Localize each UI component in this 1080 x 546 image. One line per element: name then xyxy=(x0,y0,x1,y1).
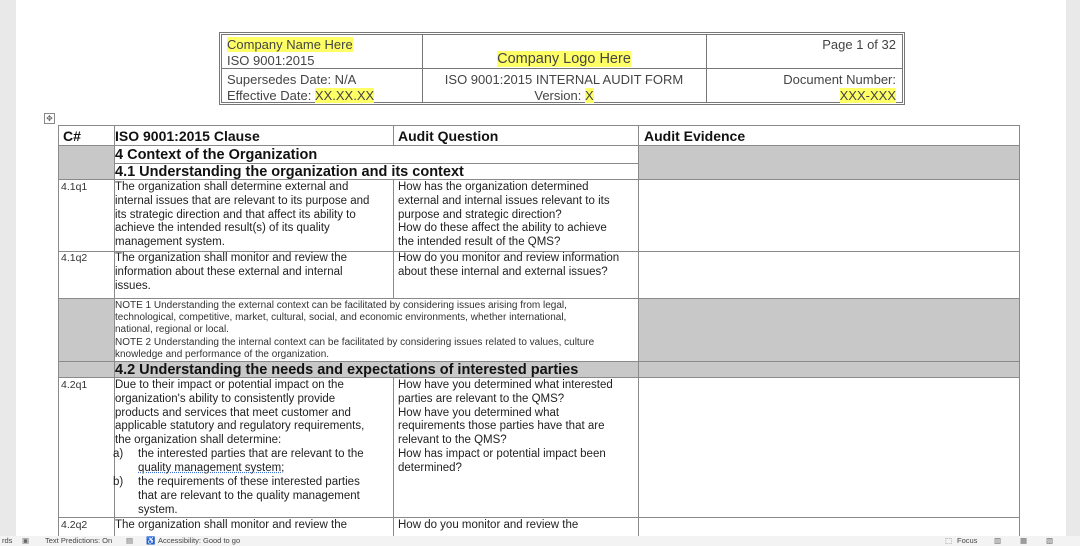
effective-date-label: Effective Date: xyxy=(227,88,315,103)
col-header-question: Audit Question xyxy=(398,128,499,144)
shade-note-id xyxy=(58,298,114,361)
document-page[interactable] xyxy=(16,0,1066,536)
company-name-cell xyxy=(227,37,353,69)
company-logo-placeholder: Company Logo Here xyxy=(497,51,631,67)
version-value: X xyxy=(584,88,594,103)
section-42-heading: 4.2 Understanding the needs and expectations of interested parties xyxy=(115,362,579,378)
form-title-cell xyxy=(422,72,706,104)
row-id: 4.1q2 xyxy=(61,252,88,264)
proofing-icon[interactable]: ▣ xyxy=(22,536,30,545)
accessibility-icon: ♿ xyxy=(146,536,156,545)
logo-cell xyxy=(422,51,706,67)
row-4-2q2-question: How do you monitor and review the xyxy=(398,519,579,531)
row-4-2q1-evidence-cell[interactable] xyxy=(639,378,1019,517)
macro-icon[interactable]: ▤ xyxy=(126,536,134,545)
shade-section4-id xyxy=(58,145,114,179)
row-4-1q2-clause: The organization shall monitor and review the information about these external and internal issues. xyxy=(115,252,348,292)
focus-icon: ⬚ xyxy=(945,536,953,545)
shade-section4-evidence xyxy=(638,145,1019,179)
row-4-2q1-question: How have you determined what interested parties are relevant to the QMS? How have you determined what requirements those parties have that are relevant to the QMS? How has impact or potential impact been determined? xyxy=(398,379,613,474)
row-4-1q2-evidence-cell[interactable] xyxy=(639,252,1019,298)
row-id: 4.1q1 xyxy=(61,181,88,193)
form-title: ISO 9001:2015 INTERNAL AUDIT FORM xyxy=(444,72,684,87)
document-number-value: XXX-XXX xyxy=(839,88,896,103)
row-id: 4.2q1 xyxy=(61,379,88,391)
page-margin-right xyxy=(1066,0,1080,536)
col-header-id: C# xyxy=(63,128,81,144)
standard-label: ISO 9001:2015 xyxy=(227,53,315,68)
context-notes: NOTE 1 Understanding the external context can be facilitated by considering issues arising from legal, technological, competitive, market, cultural, social, and economic environments, whether international, national, regional or local. NOTE 2 Understanding the internal context can be facilitated by considering issues related to values, culture knowledge and performance of the organization. xyxy=(115,300,595,360)
col-header-evidence: Audit Evidence xyxy=(644,128,746,144)
row-4-1q1-question: How has the organization determined external and internal issues relevant to its purpose and strategic direction? How do these affect the ability to achieve the intended result of the QMS? xyxy=(398,181,610,249)
section-4-heading: 4 Context of the Organization xyxy=(115,147,318,163)
text-predictions[interactable]: Text Predictions: On xyxy=(45,536,113,545)
row-4-2q1-clause: Due to their impact or potential impact on the organization's ability to consistently provide products and services that meet customer and applicable statutory and regulatory requirements, the organization shall determine: xyxy=(115,379,365,447)
row-id: 4.2q2 xyxy=(61,519,88,531)
company-name: Company Name Here xyxy=(227,37,353,52)
status-bar xyxy=(0,536,1080,546)
shade-note-evidence xyxy=(638,298,1019,361)
row-4-1q2-question: How do you monitor and review information about these internal and external issues? xyxy=(398,252,620,278)
document-number-cell xyxy=(783,72,896,104)
document-number-label: Document Number: xyxy=(783,72,896,87)
read-mode-icon[interactable]: ▥ xyxy=(994,536,1002,545)
row-4-1q1-clause: The organization shall determine external and internal issues that are relevant to its purpose and its strategic direction and that affect its ability to achieve the intended result(s) of its quality management system. xyxy=(115,181,370,249)
list-item-a: the interested parties that are relevant to the quality management system; xyxy=(138,448,364,474)
web-layout-icon[interactable]: ▧ xyxy=(1046,536,1054,545)
header-table xyxy=(219,32,905,105)
effective-date-value: XX.XX.XX xyxy=(314,88,375,103)
version-label: Version: xyxy=(534,88,585,103)
list-marker-b: b) xyxy=(113,476,124,488)
print-layout-icon[interactable]: ▦ xyxy=(1020,536,1028,545)
list-marker-a: a) xyxy=(113,448,124,460)
list-item-b: the requirements of these interested parties that are relevant to the quality management system. xyxy=(138,476,360,516)
accessibility-status[interactable]: Accessibility: Good to go xyxy=(158,536,241,545)
page-margin-left xyxy=(0,0,16,536)
col-header-clause: ISO 9001:2015 Clause xyxy=(115,128,260,144)
table-move-handle-icon[interactable]: ✥ xyxy=(44,113,55,124)
section-41-heading: 4.1 Understanding the organization and its context xyxy=(115,164,464,180)
supersedes-date: Supersedes Date: N/A xyxy=(227,72,357,87)
row-4-1q1-evidence-cell[interactable] xyxy=(639,180,1019,251)
focus-mode[interactable]: Focus xyxy=(957,536,978,545)
dates-cell xyxy=(227,72,374,104)
word-count[interactable]: rds xyxy=(2,536,13,545)
page-number: Page 1 of 32 xyxy=(822,37,896,52)
row-4-2q2-clause: The organization shall monitor and review the xyxy=(115,519,348,531)
